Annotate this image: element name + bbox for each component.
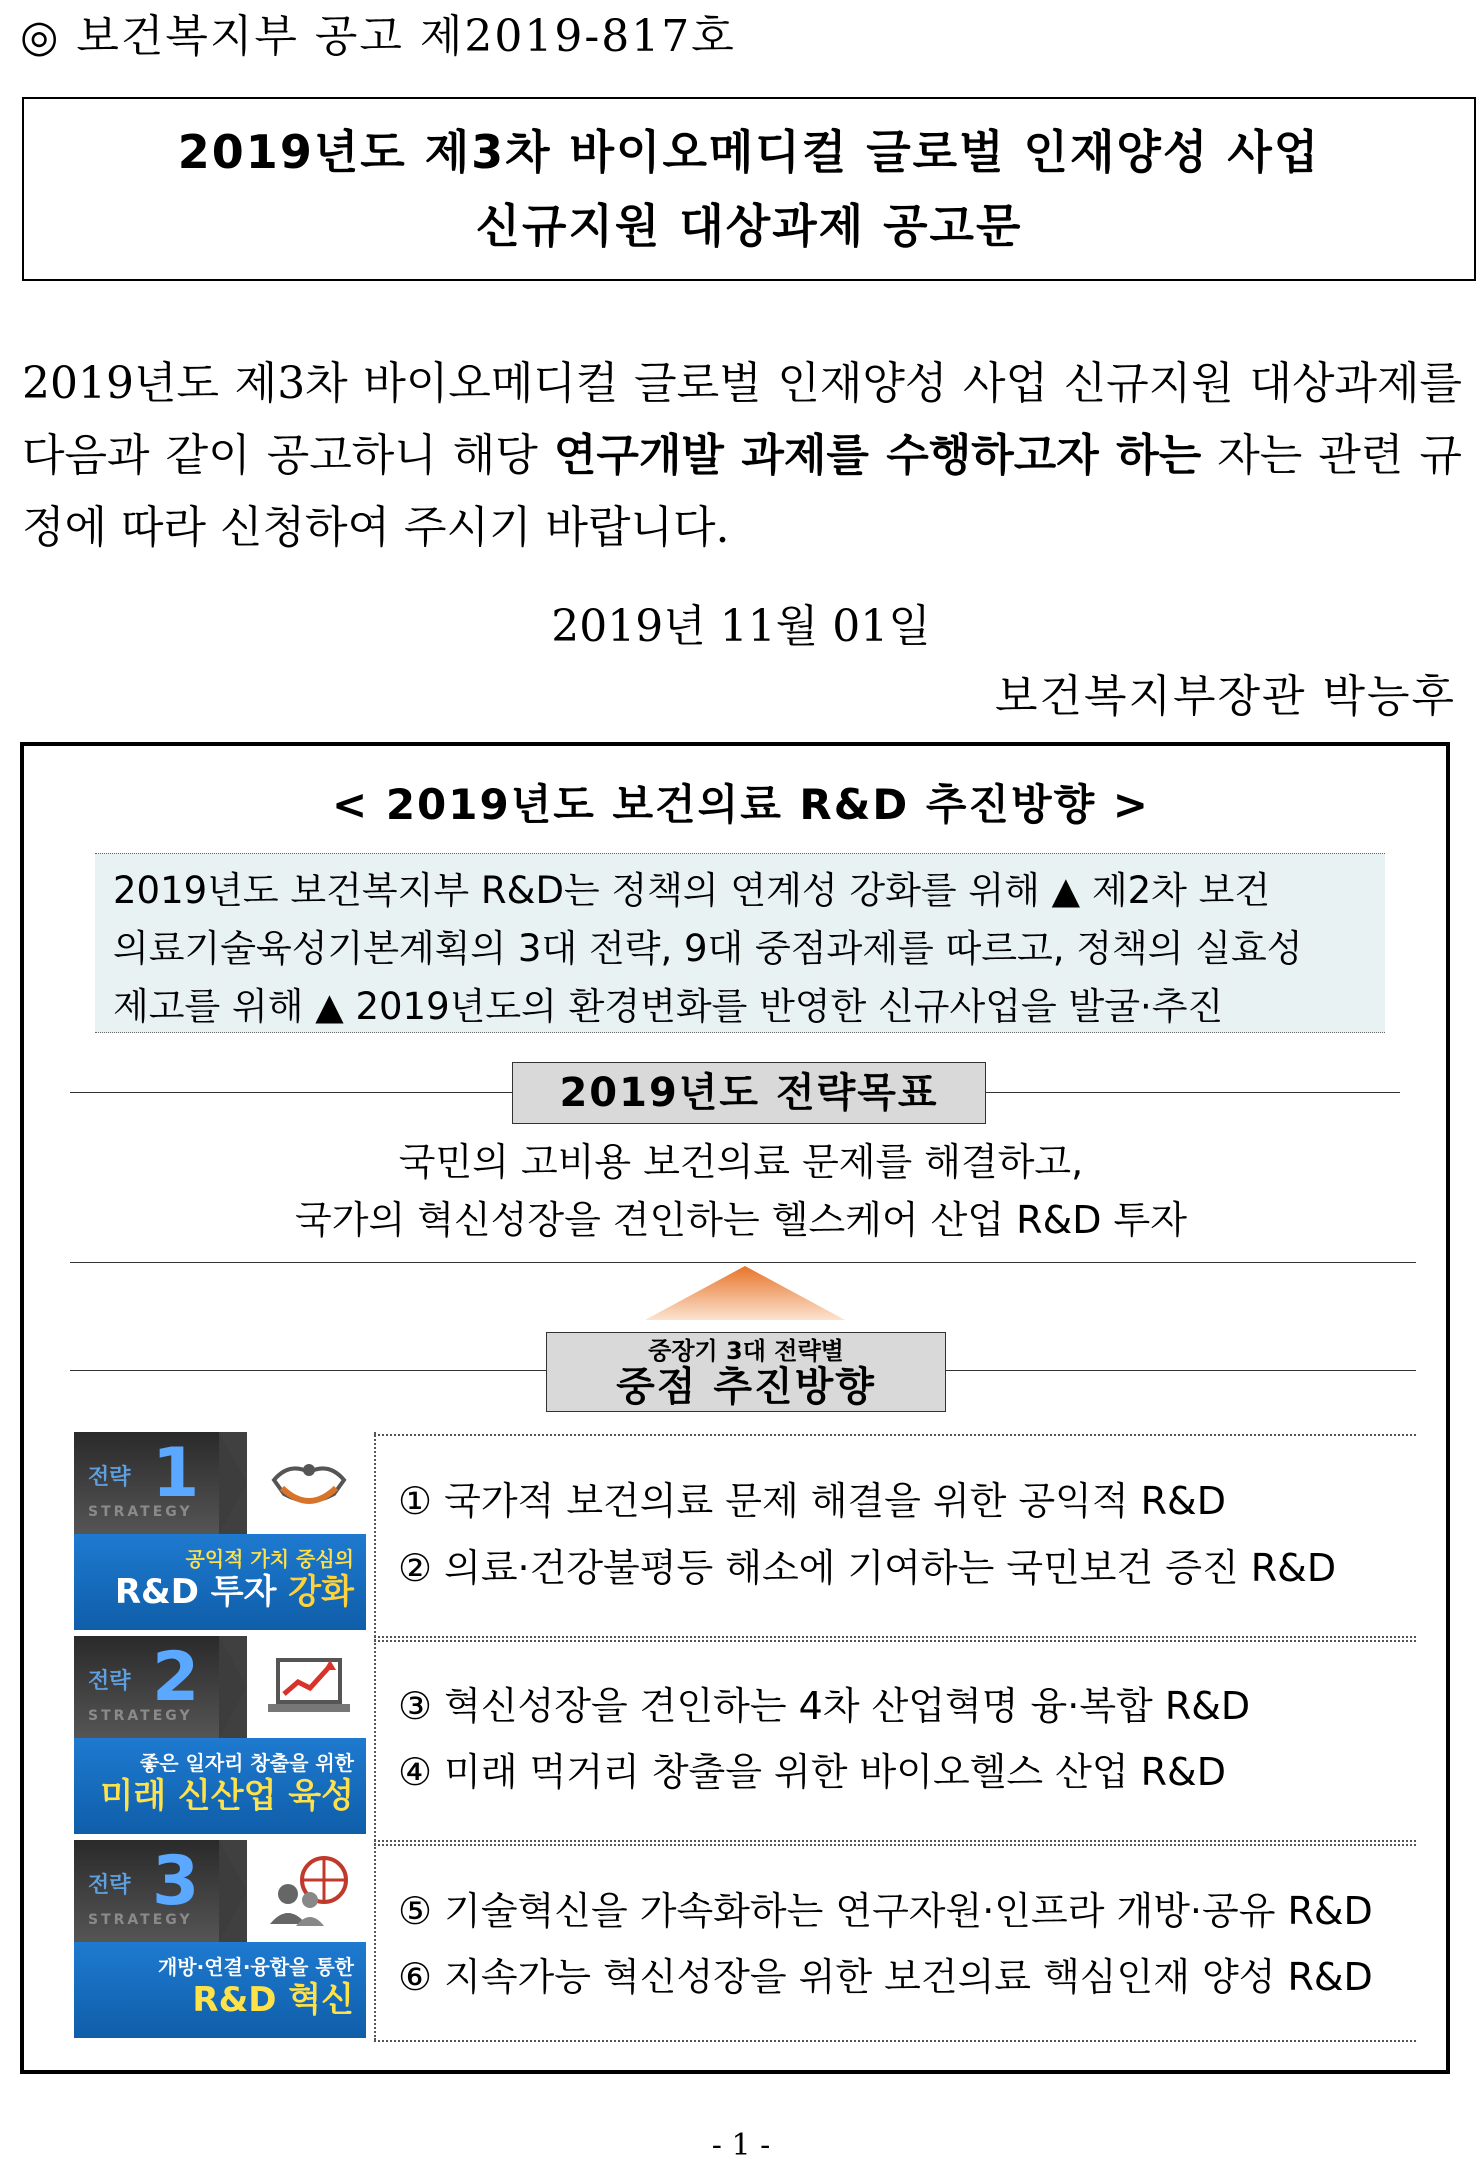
summary-line-3: 제고를 위해 ▲ 2019년도의 환경변화를 반영한 신규사업을 발굴·추진 [113, 985, 1224, 1028]
strategy-main-a: R&D 혁신 [192, 1980, 354, 2020]
strategy-main-a: 미래 신산업 육성 [100, 1776, 354, 1816]
announcement-date: 2019년 11월 01일 [551, 601, 931, 652]
global-network-icon [264, 1850, 354, 1930]
strategy-3-badge [74, 1840, 366, 2038]
strategy-subtitle: 개방·연결·융합을 통한 [157, 1955, 354, 1979]
page-number: - 1 - [711, 2128, 771, 2163]
items-bottom-border [374, 2040, 1416, 2042]
strategy-label: 전략 [88, 1873, 131, 1898]
strategy-label: 전략 [88, 1669, 131, 1694]
up-arrow-icon [640, 1262, 850, 1322]
strategy-subtitle: 공익적 가치 중심의 [185, 1547, 354, 1571]
strategy-main-a: R&D 투자 [114, 1572, 289, 1612]
signer: 보건복지부장관 박능후 [994, 671, 1456, 722]
strategy-item: ① 국가적 보건의료 문제 해결을 위한 공익적 R&D [398, 1479, 1226, 1523]
goal-line-1: 국민의 고비용 보건의료 문제를 해결하고, [398, 1140, 1084, 1184]
direction-title: < 2019년도 보건의료 R&D 추진방향 > [332, 780, 1150, 829]
notice-number: ◎ 보건복지부 공고 제2019-817호 [20, 11, 736, 62]
intro-paragraph [22, 348, 1462, 564]
title-box [22, 97, 1476, 281]
strategy-label: 전략 [88, 1465, 131, 1490]
strategy-subtitle: 좋은 일자리 창출을 위한 [139, 1751, 354, 1775]
strategy-number: 1 [152, 1434, 200, 1513]
goal-label: 2019년도 전략목표 [512, 1062, 986, 1124]
items-separator-2 [374, 1840, 1416, 1842]
handshake-icon [264, 1442, 354, 1522]
strategy-1-badge [74, 1432, 366, 1630]
strategy-item: ② 의료·건강불평등 해소에 기여하는 국민보건 증진 R&D [398, 1546, 1337, 1590]
summary-line-1: 2019년도 보건복지부 R&D는 정책의 연계성 강화를 위해 ▲ 제2차 보건 [113, 869, 1271, 912]
items-separator-1 [374, 1636, 1416, 1638]
intro-part-3: 자는 관련 규정에 따라 신청하여 주시기 바랍니다. [22, 430, 1462, 553]
items-separator-2b [374, 1844, 1416, 1846]
items-separator-1b [374, 1640, 1416, 1642]
strategy-number: 3 [152, 1842, 200, 1921]
strategy-item: ③ 혁신성장을 견인하는 4차 산업혁명 융·복합 R&D [398, 1684, 1251, 1728]
direction-label-small: 중장기 3대 전략별 [648, 1337, 844, 1365]
strategy-number: 2 [152, 1638, 200, 1717]
direction-label-big: 중점 추진방향 [616, 1364, 876, 1410]
strategy-word: STRATEGY [88, 1504, 193, 1520]
intro-part-1: 2019년도 제3차 바이오메디컬 글로벌 인재양성 사업 신규지원 대상과제를 다음과 같이 공고하니 해당 [22, 358, 1462, 481]
title-line-2: 신규지원 대상과제 공고문 [475, 199, 1023, 253]
strategy-word: STRATEGY [88, 1708, 193, 1724]
title-line-1: 2019년도 제3차 바이오메디컬 글로벌 인재양성 사업 [177, 125, 1321, 179]
goal-line-2: 국가의 혁신성장을 견인하는 헬스케어 산업 R&D 투자 [295, 1198, 1187, 1242]
direction-summary [95, 853, 1385, 1033]
strategy-item: ⑥ 지속가능 혁신성장을 위한 보건의료 핵심인재 양성 R&D [398, 1955, 1373, 1999]
growth-chart-laptop-icon [264, 1646, 354, 1726]
intro-part-2: 연구개발 과제를 수행하고자 하는 [553, 430, 1202, 481]
items-top-border [374, 1434, 1416, 1436]
direction-label [546, 1332, 946, 1412]
summary-line-2: 의료기술육성기본계획의 3대 전략, 9대 중점과제를 따르고, 정책의 실효성 [113, 927, 1303, 970]
strategy-2-badge [74, 1636, 366, 1834]
strategy-item: ⑤ 기술혁신을 가속화하는 연구자원·인프라 개방·공유 R&D [398, 1889, 1373, 1933]
strategy-word: STRATEGY [88, 1912, 193, 1928]
strategy-item: ④ 미래 먹거리 창출을 위한 바이오헬스 산업 R&D [398, 1750, 1226, 1794]
strategy-main-b: 강화 [288, 1572, 354, 1612]
items-left-border [374, 1432, 376, 2040]
